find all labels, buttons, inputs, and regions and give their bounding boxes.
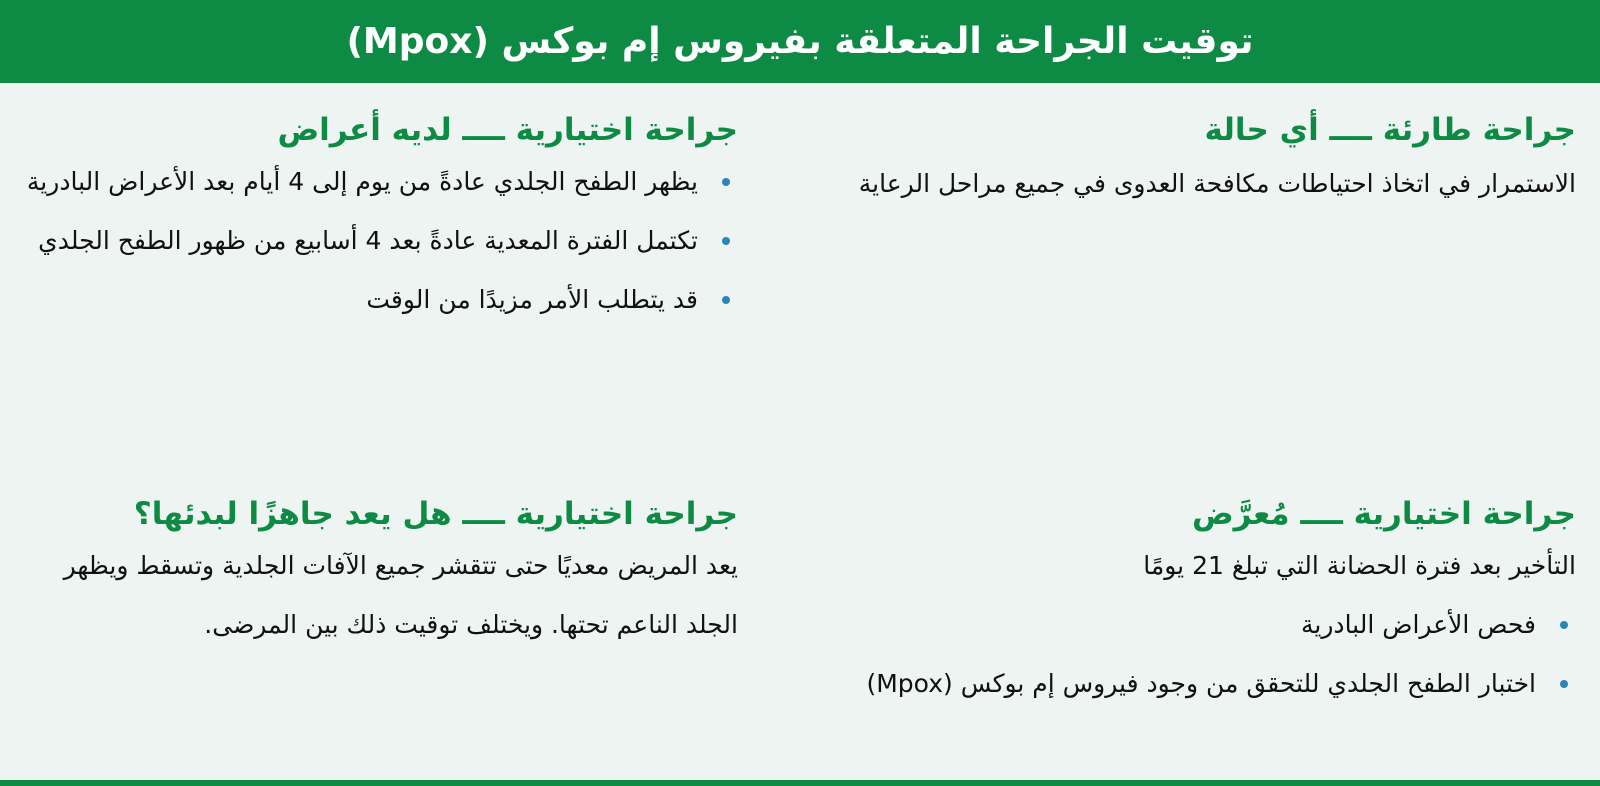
ready-text: يعد المريض معديًا حتى تتقشر جميع الآفات الجلدية وتسقط ويظهر الجلد الناعم تحتها. ويختلف توقيت ذلك بين المرضى. (63, 551, 738, 639)
section-title-symptomatic: جراحة اختيارية ــــ لديه أعراض (277, 112, 738, 148)
list-item (8, 270, 738, 329)
list-item-text: يظهر الطفح الجلدي عادةً من يوم إلى 4 أيام بعد الأعراض البادرية (26, 167, 698, 196)
bullet-dot-icon (1560, 680, 1568, 688)
list-item-text: قد يتطلب الأمر مزيدًا من الوقت (366, 285, 698, 314)
title-banner (0, 0, 1600, 83)
list-item-text: اختبار الطفح الجلدي للتحقق من وجود فيروس إم بوكس (Mpox) (866, 669, 1536, 698)
bullet-dot-icon (722, 178, 730, 186)
page-title: توقيت الجراحة المتعلقة بفيروس إم بوكس (Mpox) (346, 21, 1254, 62)
list-item-text: فحص الأعراض البادرية (1301, 610, 1536, 639)
list-item (8, 152, 738, 211)
bottom-divider (0, 780, 1600, 786)
bullet-dot-icon (722, 296, 730, 304)
exposed-bullet-list (856, 595, 1576, 713)
symptomatic-bullet-list (8, 152, 738, 329)
section-symptomatic (8, 108, 738, 329)
emergency-text: الاستمرار في اتخاذ احتياطات مكافحة العدوى في جميع مراحل الرعاية (858, 169, 1576, 198)
section-exposed (856, 492, 1576, 713)
exposed-text: التأخير بعد فترة الحضانة التي تبلغ 21 يومًا (1143, 551, 1576, 580)
bullet-dot-icon (722, 237, 730, 245)
list-item (8, 211, 738, 270)
section-title-exposed: جراحة اختيارية ــــ مُعرَّض (1191, 496, 1576, 532)
section-title-ready: جراحة اختيارية ــــ هل يعد جاهزًا لبدئها؟ (133, 496, 738, 532)
list-item (856, 595, 1576, 654)
list-item (856, 654, 1576, 713)
section-ready (8, 492, 738, 654)
list-item-text: تكتمل الفترة المعدية عادةً بعد 4 أسابيع من ظهور الطفح الجلدي (38, 226, 698, 255)
section-title-emergency: جراحة طارئة ــــ أي حالة (1204, 112, 1576, 148)
bullet-dot-icon (1560, 621, 1568, 629)
section-emergency (856, 108, 1576, 213)
